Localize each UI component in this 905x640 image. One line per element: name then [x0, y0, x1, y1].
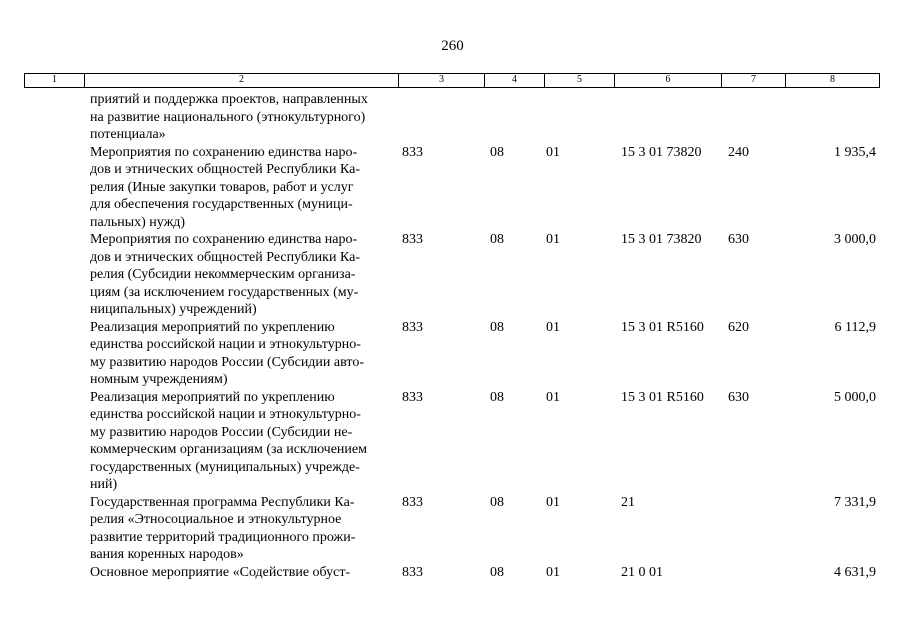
- column-header-7: 7: [721, 74, 785, 87]
- amount: 4 631,9: [834, 564, 876, 580]
- column-header-5: 5: [544, 74, 614, 87]
- amount: 5 000,0: [834, 389, 876, 405]
- subsection-code: 01: [546, 319, 560, 335]
- column-header-3: 3: [398, 74, 484, 87]
- expense-type-code: 630: [728, 389, 749, 405]
- section-code: 08: [490, 389, 504, 405]
- amount: 1 935,4: [834, 144, 876, 160]
- admin-code: 833: [402, 389, 423, 405]
- row-description: Основное мероприятие «Содействие обуст-: [90, 564, 351, 580]
- subsection-code: 01: [546, 564, 560, 580]
- column-header-2: 2: [84, 74, 398, 87]
- table-row: [0, 564, 905, 582]
- amount: 6 112,9: [834, 319, 876, 335]
- row-description: приятий и поддержка проектов, направленных на развитие национального (этнокультурного) потенциала»: [90, 92, 368, 142]
- admin-code: 833: [402, 319, 423, 335]
- subsection-code: 01: [546, 389, 560, 405]
- target-article-code: 21: [621, 494, 635, 510]
- table-body: [0, 91, 905, 581]
- section-code: 08: [490, 232, 504, 247]
- admin-code: 833: [402, 494, 423, 510]
- row-description: Государственная программа Республики Ка- релия «Этносоциальное и этнокультурное развитие территорий традиционного прожи- вания коренных народов»: [90, 494, 356, 562]
- admin-code: 833: [402, 144, 423, 160]
- admin-code: 833: [402, 564, 423, 580]
- table-row: [0, 389, 905, 494]
- column-header-6: 6: [614, 74, 721, 87]
- table-header: [24, 73, 880, 88]
- row-description: Мероприятия по сохранению единства наро- дов и этнических общностей Республики Ка- релия (Субсидии некоммерческим организа- циям (за исключением государственных (му- ниципальных) учреждений): [90, 232, 360, 317]
- section-code: 08: [490, 494, 504, 510]
- section-code: 08: [490, 564, 504, 580]
- page-number: 260: [441, 38, 464, 54]
- section-code: 08: [490, 319, 504, 335]
- table-row: [0, 91, 905, 144]
- table-row: [0, 319, 905, 389]
- row-description: Реализация мероприятий по укреплению единства российской нации и этнокультурно- му развитию народов России (Субсидии не- коммерческим организациям (за исключением государственных (муниципальных) учрежде- ний): [90, 389, 367, 492]
- target-article-code: 15 3 01 73820: [621, 232, 702, 247]
- table-row: [0, 231, 905, 319]
- admin-code: 833: [402, 232, 423, 247]
- row-description: Мероприятия по сохранению единства наро- дов и этнических общностей Республики Ка- релия (Иные закупки товаров, работ и услуг для обеспечения государственных (муници- пальных) нужд): [90, 144, 360, 230]
- table-row: [0, 494, 905, 564]
- column-header-1: 1: [24, 74, 84, 87]
- amount: 3 000,0: [834, 232, 876, 247]
- column-header-8: 8: [785, 74, 880, 87]
- expense-type-code: 240: [728, 144, 749, 160]
- target-article-code: 15 3 01 R5160: [621, 319, 704, 335]
- amount: 7 331,9: [834, 494, 876, 510]
- subsection-code: 01: [546, 494, 560, 510]
- expense-type-code: 630: [728, 232, 749, 247]
- subsection-code: 01: [546, 144, 560, 160]
- row-description: Реализация мероприятий по укреплению единства российской нации и этнокультурно- му развитию народов России (Субсидии авто- номным учреждениям): [90, 319, 364, 387]
- section-code: 08: [490, 144, 504, 160]
- expense-type-code: 620: [728, 319, 749, 335]
- target-article-code: 21 0 01: [621, 564, 663, 580]
- subsection-code: 01: [546, 232, 560, 247]
- table-row: [0, 144, 905, 232]
- target-article-code: 15 3 01 73820: [621, 144, 702, 160]
- target-article-code: 15 3 01 R5160: [621, 389, 704, 405]
- column-header-4: 4: [484, 74, 544, 87]
